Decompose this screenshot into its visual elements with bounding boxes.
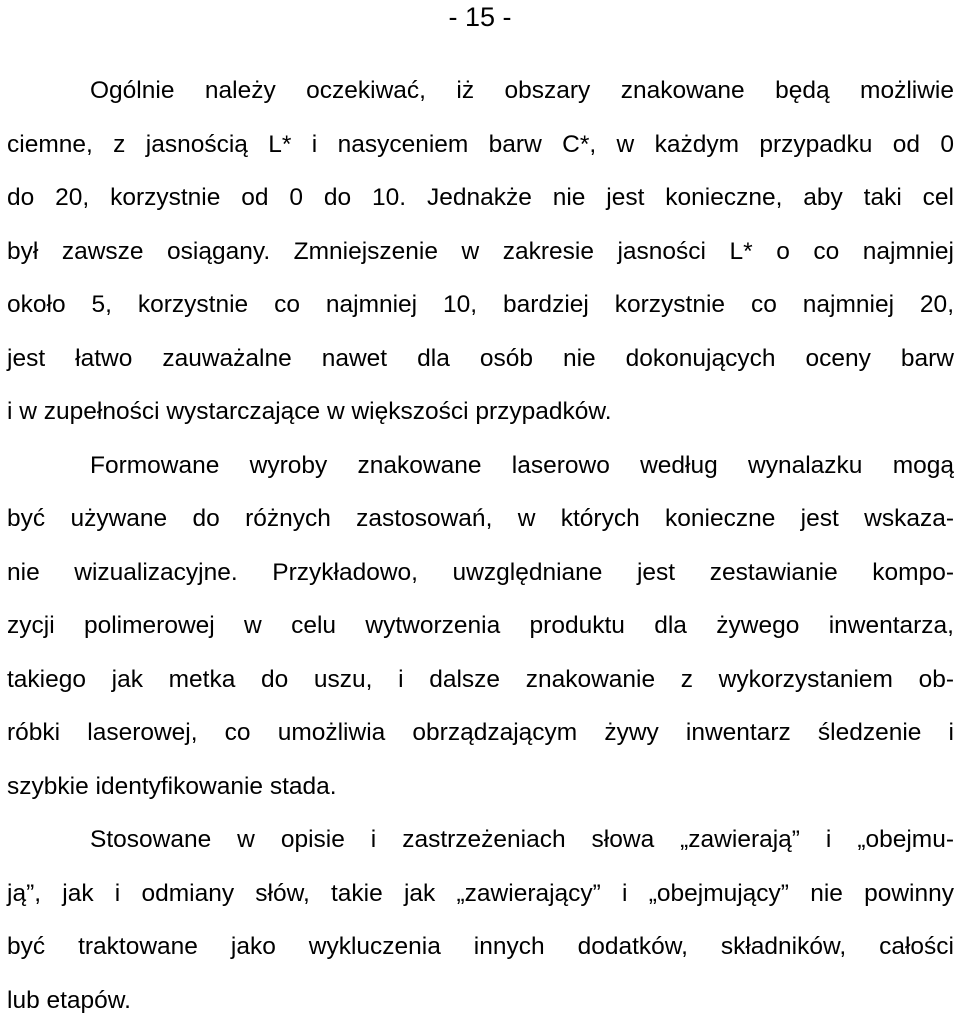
text-line: Ogólnie należy oczekiwać, iż obszary znakowane będą możliwie [7, 64, 954, 118]
text-line: Formowane wyroby znakowane laserowo według wynalazku mogą [7, 439, 954, 493]
text-line: ją”, jak i odmiany słów, takie jak „zawierający” i „obejmujący” nie powinny [7, 867, 954, 921]
page-number: - 15 - [0, 0, 960, 34]
text-line: był zawsze osiągany. Zmniejszenie w zakresie jasności L* o co najmniej [7, 225, 954, 279]
text-line: takiego jak metka do uszu, i dalsze znakowanie z wykorzystaniem ob- [7, 653, 954, 707]
text-line: być traktowane jako wykluczenia innych dodatków, składników, całości [7, 920, 954, 974]
text-line: róbki laserowej, co umożliwia obrządzającym żywy inwentarz śledzenie i [7, 706, 954, 760]
text-line: szybkie identyfikowanie stada. [7, 760, 954, 814]
text-line: lub etapów. [7, 974, 954, 1027]
text-line: być używane do różnych zastosowań, w których konieczne jest wskaza- [7, 492, 954, 546]
text-line: i w zupełności wystarczające w większości przypadków. [7, 385, 954, 439]
text-line: zycji polimerowej w celu wytworzenia produktu dla żywego inwentarza, [7, 599, 954, 653]
text-line: jest łatwo zauważalne nawet dla osób nie dokonujących oceny barw [7, 332, 954, 386]
paragraph-3 [7, 813, 954, 1027]
text-line: do 20, korzystnie od 0 do 10. Jednakże nie jest konieczne, aby taki cel [7, 171, 954, 225]
text-line: nie wizualizacyjne. Przykładowo, uwzględniane jest zestawianie kompo- [7, 546, 954, 600]
text-line: ciemne, z jasnością L* i nasyceniem barw C*, w każdym przypadku od 0 [7, 118, 954, 172]
text-line: około 5, korzystnie co najmniej 10, bardziej korzystnie co najmniej 20, [7, 278, 954, 332]
paragraph-1 [7, 64, 954, 439]
paragraph-2 [7, 439, 954, 814]
document-body [7, 64, 954, 1027]
text-line: Stosowane w opisie i zastrzeżeniach słowa „zawierają” i „obejmu- [7, 813, 954, 867]
